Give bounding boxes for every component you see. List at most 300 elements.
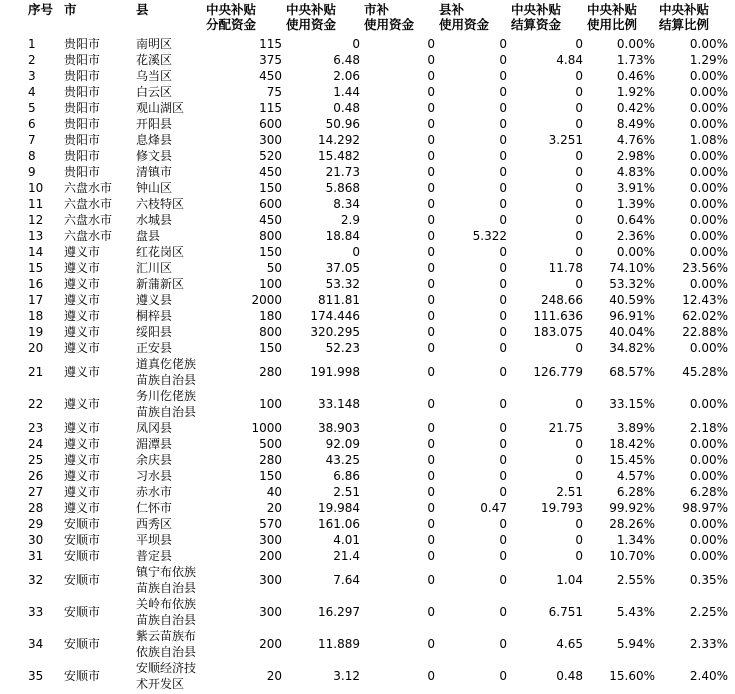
central-use-ratio-cell: 68.57% <box>609 364 655 379</box>
subsidy-table <box>26 0 730 692</box>
central-use-ratio-cell: 4.57% <box>616 468 655 483</box>
city-cell: 六盘水市 <box>64 180 113 195</box>
central-settle-ratio-cell: 0.00% <box>689 276 728 291</box>
table-row <box>26 164 730 180</box>
central-used-cell: 7.64 <box>333 572 360 587</box>
row-index: 14 <box>28 244 44 259</box>
central-allocated-cell: 300 <box>259 532 282 547</box>
central-used-cell: 38.903 <box>318 420 360 435</box>
central-allocated-cell: 180 <box>259 308 282 323</box>
row-index: 15 <box>28 260 44 275</box>
central-use-ratio-cell: 40.04% <box>609 324 655 339</box>
central-settled-cell: 0 <box>575 468 583 483</box>
city-cell: 贵阳市 <box>64 68 101 83</box>
county-used-cell: 0 <box>499 292 507 307</box>
row-index: 30 <box>28 532 44 547</box>
header-row <box>26 0 730 36</box>
table-row <box>26 292 730 308</box>
central-settle-ratio-cell: 2.40% <box>689 668 728 683</box>
table-row <box>26 132 730 148</box>
county-used-cell: 0 <box>499 244 507 259</box>
city-cell: 安顺市 <box>64 548 101 563</box>
central-settled-cell: 3.251 <box>548 132 583 147</box>
county-used-cell: 0 <box>499 212 507 227</box>
central-settle-ratio-cell: 0.35% <box>689 572 728 587</box>
central-used-cell: 11.889 <box>318 636 360 651</box>
table-row <box>26 532 730 548</box>
central-use-ratio-cell: 2.55% <box>616 572 655 587</box>
central-settled-cell: 2.51 <box>556 484 583 499</box>
city-used-cell: 0 <box>427 668 435 683</box>
central-settle-ratio-cell: 23.56% <box>682 260 728 275</box>
central-used-cell: 6.86 <box>333 468 360 483</box>
county-used-cell: 0 <box>499 84 507 99</box>
central-settled-cell: 0 <box>575 244 583 259</box>
central-settle-ratio-cell: 0.00% <box>689 164 728 179</box>
central-settled-cell: 0 <box>575 164 583 179</box>
county-cell: 道真仡佬族苗族自治县 <box>136 357 197 387</box>
central-allocated-cell: 2000 <box>251 292 282 307</box>
table-row <box>26 68 730 84</box>
central-use-ratio-cell: 53.32% <box>609 276 655 291</box>
central-settled-cell: 0.48 <box>556 668 583 683</box>
central-allocated-cell: 300 <box>259 572 282 587</box>
central-settled-cell: 0 <box>575 100 583 115</box>
central-use-ratio-cell: 15.45% <box>609 452 655 467</box>
county-used-cell: 0 <box>499 436 507 451</box>
table-row <box>26 660 730 692</box>
central-settle-ratio-cell: 1.29% <box>689 52 728 67</box>
city-cell: 贵阳市 <box>64 116 101 131</box>
row-index: 12 <box>28 212 44 227</box>
table-row <box>26 548 730 564</box>
central-allocated-cell: 450 <box>259 212 282 227</box>
county-used-cell: 0 <box>499 420 507 435</box>
table-row <box>26 388 730 420</box>
central-use-ratio-cell: 2.98% <box>616 148 655 163</box>
county-cell: 花溪区 <box>136 52 173 67</box>
col-index-header: 序号 <box>28 2 54 17</box>
city-cell: 六盘水市 <box>64 228 113 243</box>
central-settle-ratio-cell: 2.25% <box>689 604 728 619</box>
central-settle-ratio-cell: 0.00% <box>689 116 728 131</box>
central-allocated-cell: 280 <box>259 364 282 379</box>
city-cell: 贵阳市 <box>64 84 101 99</box>
row-index: 21 <box>28 364 44 379</box>
central-settle-ratio-cell: 0.00% <box>689 468 728 483</box>
county-cell: 新蒲新区 <box>136 276 185 291</box>
county-cell: 关岭布依族苗族自治县 <box>136 597 197 627</box>
city-used-cell: 0 <box>427 340 435 355</box>
central-use-ratio-cell: 33.15% <box>609 396 655 411</box>
county-cell: 钟山区 <box>136 180 173 195</box>
central-use-ratio-cell: 0.00% <box>616 244 655 259</box>
col-central-allocated-header: 中央补贴 分配资金 <box>206 2 257 32</box>
row-index: 2 <box>28 52 36 67</box>
central-settle-ratio-cell: 0.00% <box>689 396 728 411</box>
table-row <box>26 276 730 292</box>
table-row <box>26 340 730 356</box>
city-cell: 贵阳市 <box>64 52 101 67</box>
city-cell: 贵阳市 <box>64 148 101 163</box>
central-allocated-cell: 200 <box>259 548 282 563</box>
county-cell: 桐梓县 <box>136 308 173 323</box>
city-cell: 遵义市 <box>64 452 101 467</box>
county-cell: 六枝特区 <box>136 196 185 211</box>
central-used-cell: 0.48 <box>333 100 360 115</box>
central-use-ratio-cell: 2.36% <box>616 228 655 243</box>
central-settle-ratio-cell: 45.28% <box>682 364 728 379</box>
county-cell: 修文县 <box>136 148 173 163</box>
city-used-cell: 0 <box>427 396 435 411</box>
county-cell: 习水县 <box>136 468 173 483</box>
central-settle-ratio-cell: 1.08% <box>689 132 728 147</box>
county-used-cell: 0 <box>499 132 507 147</box>
county-used-cell: 0 <box>499 36 507 51</box>
central-use-ratio-cell: 99.92% <box>609 500 655 515</box>
central-allocated-cell: 150 <box>259 180 282 195</box>
city-cell: 贵阳市 <box>64 100 101 115</box>
central-settled-cell: 0 <box>575 548 583 563</box>
central-use-ratio-cell: 8.49% <box>616 116 655 131</box>
county-cell: 遵义县 <box>136 292 173 307</box>
table-row <box>26 500 730 516</box>
table-row <box>26 468 730 484</box>
central-settled-cell: 1.04 <box>556 572 583 587</box>
table-row <box>26 196 730 212</box>
col-central-used-header: 中央补贴 使用资金 <box>286 2 337 32</box>
city-used-cell: 0 <box>427 484 435 499</box>
row-index: 17 <box>28 292 44 307</box>
central-use-ratio-cell: 18.42% <box>609 436 655 451</box>
central-settle-ratio-cell: 0.00% <box>689 228 728 243</box>
county-cell: 仁怀市 <box>136 500 173 515</box>
central-settled-cell: 0 <box>575 116 583 131</box>
central-allocated-cell: 1000 <box>251 420 282 435</box>
county-used-cell: 0 <box>499 516 507 531</box>
central-settled-cell: 0 <box>575 212 583 227</box>
row-index: 27 <box>28 484 44 499</box>
central-settle-ratio-cell: 0.00% <box>689 340 728 355</box>
central-settled-cell: 0 <box>575 340 583 355</box>
central-use-ratio-cell: 74.10% <box>609 260 655 275</box>
central-allocated-cell: 150 <box>259 244 282 259</box>
county-used-cell: 0 <box>499 548 507 563</box>
table-row <box>26 36 730 52</box>
central-used-cell: 0 <box>352 36 360 51</box>
central-used-cell: 3.12 <box>333 668 360 683</box>
central-used-cell: 0 <box>352 244 360 259</box>
central-used-cell: 52.23 <box>325 340 360 355</box>
city-cell: 遵义市 <box>64 340 101 355</box>
col-central-settle-ratio-header: 中央补贴 结算比例 <box>659 2 710 32</box>
city-cell: 遵义市 <box>64 308 101 323</box>
central-use-ratio-cell: 5.43% <box>616 604 655 619</box>
county-cell: 观山湖区 <box>136 100 185 115</box>
city-used-cell: 0 <box>427 84 435 99</box>
central-allocated-cell: 115 <box>259 36 282 51</box>
central-settle-ratio-cell: 98.97% <box>682 500 728 515</box>
central-allocated-cell: 450 <box>259 164 282 179</box>
row-index: 26 <box>28 468 44 483</box>
central-use-ratio-cell: 28.26% <box>609 516 655 531</box>
city-used-cell: 0 <box>427 212 435 227</box>
county-used-cell: 0 <box>499 100 507 115</box>
city-used-cell: 0 <box>427 36 435 51</box>
county-used-cell: 0 <box>499 636 507 651</box>
city-cell: 贵阳市 <box>64 132 101 147</box>
city-cell: 遵义市 <box>64 244 101 259</box>
city-used-cell: 0 <box>427 364 435 379</box>
county-cell: 普定县 <box>136 548 173 563</box>
city-cell: 遵义市 <box>64 260 101 275</box>
county-cell: 镇宁布依族苗族自治县 <box>136 565 197 595</box>
county-cell: 湄潭县 <box>136 436 173 451</box>
central-use-ratio-cell: 1.34% <box>616 532 655 547</box>
county-used-cell: 0 <box>499 276 507 291</box>
city-used-cell: 0 <box>427 180 435 195</box>
central-settled-cell: 0 <box>575 68 583 83</box>
county-cell: 南明区 <box>136 36 173 51</box>
central-settled-cell: 0 <box>575 196 583 211</box>
central-allocated-cell: 800 <box>259 324 282 339</box>
city-cell: 安顺市 <box>64 636 101 651</box>
central-settle-ratio-cell: 6.28% <box>689 484 728 499</box>
county-cell: 红花岗区 <box>136 244 185 259</box>
table-row <box>26 52 730 68</box>
central-used-cell: 6.48 <box>333 52 360 67</box>
county-cell: 清镇市 <box>136 164 173 179</box>
central-allocated-cell: 375 <box>259 52 282 67</box>
central-used-cell: 15.482 <box>318 148 360 163</box>
central-allocated-cell: 450 <box>259 68 282 83</box>
central-use-ratio-cell: 3.91% <box>616 180 655 195</box>
row-index: 8 <box>28 148 36 163</box>
table-row <box>26 244 730 260</box>
central-use-ratio-cell: 6.28% <box>616 484 655 499</box>
central-settled-cell: 0 <box>575 516 583 531</box>
row-index: 9 <box>28 164 36 179</box>
central-settle-ratio-cell: 22.88% <box>682 324 728 339</box>
central-allocated-cell: 200 <box>259 636 282 651</box>
city-used-cell: 0 <box>427 196 435 211</box>
central-use-ratio-cell: 4.76% <box>616 132 655 147</box>
central-allocated-cell: 40 <box>266 484 282 499</box>
col-city-used-header: 市补 使用资金 <box>364 2 415 32</box>
county-used-cell: 0 <box>499 52 507 67</box>
row-index: 20 <box>28 340 44 355</box>
city-cell: 贵阳市 <box>64 36 101 51</box>
central-settle-ratio-cell: 0.00% <box>689 84 728 99</box>
city-cell: 遵义市 <box>64 468 101 483</box>
city-used-cell: 0 <box>427 52 435 67</box>
central-used-cell: 1.44 <box>333 84 360 99</box>
city-used-cell: 0 <box>427 500 435 515</box>
city-used-cell: 0 <box>427 308 435 323</box>
central-use-ratio-cell: 15.60% <box>609 668 655 683</box>
table-row <box>26 564 730 596</box>
central-settle-ratio-cell: 2.33% <box>689 636 728 651</box>
central-use-ratio-cell: 0.64% <box>616 212 655 227</box>
central-settle-ratio-cell: 0.00% <box>689 532 728 547</box>
central-settled-cell: 0 <box>575 436 583 451</box>
row-index: 25 <box>28 452 44 467</box>
city-cell: 遵义市 <box>64 484 101 499</box>
central-settled-cell: 111.636 <box>533 308 583 323</box>
central-allocated-cell: 280 <box>259 452 282 467</box>
central-used-cell: 5.868 <box>325 180 360 195</box>
county-cell: 余庆县 <box>136 452 173 467</box>
city-used-cell: 0 <box>427 164 435 179</box>
central-allocated-cell: 75 <box>266 84 282 99</box>
city-cell: 遵义市 <box>64 324 101 339</box>
county-cell: 紫云苗族布依族自治县 <box>136 629 197 659</box>
city-cell: 遵义市 <box>64 420 101 435</box>
table-row <box>26 84 730 100</box>
county-used-cell: 0 <box>499 532 507 547</box>
table-row <box>26 420 730 436</box>
table-row <box>26 180 730 196</box>
central-settled-cell: 0 <box>575 276 583 291</box>
central-settled-cell: 19.793 <box>541 500 583 515</box>
central-settle-ratio-cell: 0.00% <box>689 100 728 115</box>
central-used-cell: 33.148 <box>318 396 360 411</box>
row-index: 3 <box>28 68 36 83</box>
row-index: 32 <box>28 572 44 587</box>
col-city-header: 市 <box>64 2 77 17</box>
table-row <box>26 324 730 340</box>
row-index: 10 <box>28 180 44 195</box>
central-settled-cell: 0 <box>575 228 583 243</box>
central-use-ratio-cell: 4.83% <box>616 164 655 179</box>
county-used-cell: 0 <box>499 308 507 323</box>
row-index: 7 <box>28 132 36 147</box>
central-used-cell: 43.25 <box>325 452 360 467</box>
col-central-settled-header: 中央补贴 结算资金 <box>511 2 562 32</box>
table-row <box>26 100 730 116</box>
central-settled-cell: 126.779 <box>533 364 583 379</box>
row-index: 29 <box>28 516 44 531</box>
county-cell: 正安县 <box>136 340 173 355</box>
central-allocated-cell: 20 <box>266 500 282 515</box>
city-used-cell: 0 <box>427 292 435 307</box>
central-settle-ratio-cell: 0.00% <box>689 244 728 259</box>
county-used-cell: 0 <box>499 164 507 179</box>
row-index: 22 <box>28 396 44 411</box>
table-row <box>26 596 730 628</box>
table-row <box>26 308 730 324</box>
county-cell: 西秀区 <box>136 516 173 531</box>
central-used-cell: 8.34 <box>333 196 360 211</box>
central-settle-ratio-cell: 0.00% <box>689 180 728 195</box>
central-used-cell: 14.292 <box>318 132 360 147</box>
central-use-ratio-cell: 96.91% <box>609 308 655 323</box>
central-settle-ratio-cell: 12.43% <box>682 292 728 307</box>
central-settled-cell: 4.65 <box>556 636 583 651</box>
central-settle-ratio-cell: 2.18% <box>689 420 728 435</box>
row-index: 13 <box>28 228 44 243</box>
table-row <box>26 116 730 132</box>
county-used-cell: 0 <box>499 180 507 195</box>
central-allocated-cell: 50 <box>266 260 282 275</box>
central-use-ratio-cell: 3.89% <box>616 420 655 435</box>
central-settle-ratio-cell: 62.02% <box>682 308 728 323</box>
central-settled-cell: 0 <box>575 36 583 51</box>
central-settled-cell: 6.751 <box>548 604 583 619</box>
county-cell: 开阳县 <box>136 116 173 131</box>
central-used-cell: 191.998 <box>310 364 360 379</box>
central-allocated-cell: 100 <box>259 276 282 291</box>
county-used-cell: 0 <box>499 148 507 163</box>
city-cell: 遵义市 <box>64 500 101 515</box>
row-index: 34 <box>28 636 44 651</box>
city-used-cell: 0 <box>427 148 435 163</box>
county-cell: 赤水市 <box>136 484 173 499</box>
city-cell: 遵义市 <box>64 364 101 379</box>
central-use-ratio-cell: 1.39% <box>616 196 655 211</box>
central-used-cell: 50.96 <box>325 116 360 131</box>
row-index: 28 <box>28 500 44 515</box>
county-cell: 白云区 <box>136 84 173 99</box>
county-used-cell: 0 <box>499 668 507 683</box>
central-use-ratio-cell: 0.00% <box>616 36 655 51</box>
city-cell: 遵义市 <box>64 436 101 451</box>
central-allocated-cell: 20 <box>266 668 282 683</box>
row-index: 16 <box>28 276 44 291</box>
county-cell: 平坝县 <box>136 532 173 547</box>
central-use-ratio-cell: 34.82% <box>609 340 655 355</box>
city-used-cell: 0 <box>427 244 435 259</box>
city-used-cell: 0 <box>427 132 435 147</box>
city-used-cell: 0 <box>427 420 435 435</box>
county-used-cell: 0 <box>499 484 507 499</box>
city-cell: 六盘水市 <box>64 196 113 211</box>
city-used-cell: 0 <box>427 636 435 651</box>
central-allocated-cell: 520 <box>259 148 282 163</box>
col-central-use-ratio-header: 中央补贴 使用比例 <box>587 2 638 32</box>
county-used-cell: 0 <box>499 468 507 483</box>
county-used-cell: 0 <box>499 324 507 339</box>
central-used-cell: 811.81 <box>318 292 360 307</box>
city-cell: 遵义市 <box>64 276 101 291</box>
central-settled-cell: 0 <box>575 148 583 163</box>
central-settled-cell: 0 <box>575 396 583 411</box>
central-settled-cell: 0 <box>575 532 583 547</box>
central-allocated-cell: 100 <box>259 396 282 411</box>
row-index: 11 <box>28 196 44 211</box>
city-used-cell: 0 <box>427 516 435 531</box>
city-used-cell: 0 <box>427 532 435 547</box>
city-cell: 安顺市 <box>64 604 101 619</box>
central-settled-cell: 21.75 <box>548 420 583 435</box>
row-index: 5 <box>28 100 36 115</box>
central-settled-cell: 183.075 <box>533 324 583 339</box>
central-settle-ratio-cell: 0.00% <box>689 548 728 563</box>
city-used-cell: 0 <box>427 604 435 619</box>
county-cell: 水城县 <box>136 212 173 227</box>
row-index: 31 <box>28 548 44 563</box>
county-used-cell: 0 <box>499 196 507 211</box>
row-index: 23 <box>28 420 44 435</box>
city-used-cell: 0 <box>427 436 435 451</box>
city-cell: 安顺市 <box>64 668 101 683</box>
central-use-ratio-cell: 0.42% <box>616 100 655 115</box>
county-cell: 乌当区 <box>136 68 173 83</box>
county-used-cell: 0 <box>499 116 507 131</box>
central-allocated-cell: 500 <box>259 436 282 451</box>
row-index: 24 <box>28 436 44 451</box>
central-allocated-cell: 600 <box>259 196 282 211</box>
